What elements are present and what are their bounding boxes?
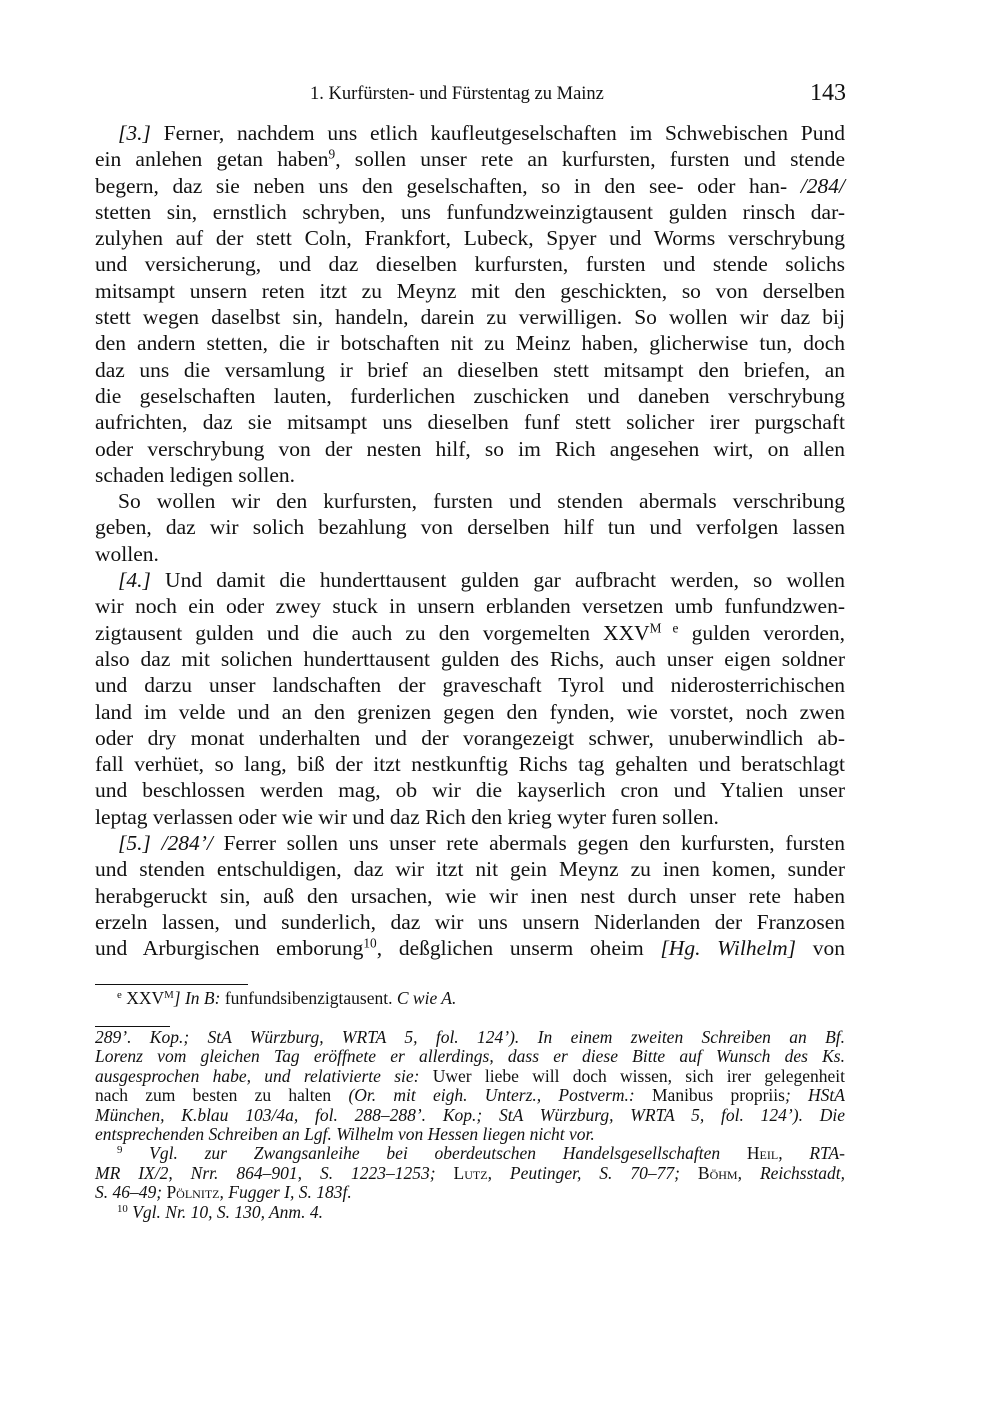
text-segment: zulyhen auf der stett Coln, Frankfort, Lubeck, Spyer und Worms verschrybung (95, 226, 845, 251)
text-line (95, 383, 845, 409)
text-segment: (Or. mit eigh. Unterz., Postverm.: (348, 1085, 635, 1106)
text-segment: München, K.blau 103/4a, fol. 288–288’. Kop.; StA Würzburg, WRTA 5, fol. 124’). Die (95, 1104, 845, 1125)
footnote-line (95, 1164, 845, 1183)
note-marker: M (164, 989, 174, 1002)
text-segment: So wollen wir den kurfursten, fursten und stenden abermals verschribung (118, 489, 845, 514)
text-line (95, 699, 845, 725)
text-segment: , sollen unser rete an kurfursten, fursten und stende (335, 147, 845, 172)
note-marker: M e (649, 620, 679, 636)
text-line (95, 672, 845, 698)
text-segment: mitsampt unsern reten itzt zu Meynz mit den geschickten, so von derselben (95, 278, 845, 303)
text-line (95, 856, 845, 882)
text-line (95, 567, 845, 593)
text-line (95, 541, 845, 567)
text-segment: , deßglichen unserm oheim (376, 936, 661, 961)
text-segment: C wie A. (396, 988, 457, 1008)
footnote-line (95, 1086, 845, 1105)
text-segment: Ferner, nachdem uns etlich kaufleutgeselschaften im Schwebischen Pund (150, 121, 845, 145)
text-segment: die geselschaften lauten, furderlichen zuschicken und daneben verschrybung (95, 383, 845, 408)
note-marker: 9 (328, 146, 336, 162)
text-line (95, 646, 845, 672)
text-line (95, 462, 845, 488)
text-segment: , Fugger I, S. 183f. (219, 1182, 352, 1203)
text-line (95, 225, 845, 251)
text-line (95, 804, 845, 830)
text-segment: nach zum besten zu halten (95, 1085, 349, 1106)
text-segment: daz uns die versamlung ir brief an dieselben stett mitsampt den briefen, an (95, 357, 845, 382)
text-segment: erzeln lassen, und sunderlich, daz wir uns unsern Niderlanden der Franzosen (95, 909, 845, 934)
running-header (0, 80, 1004, 110)
text-segment: ] In B: (173, 988, 221, 1008)
page-number: 143 (810, 80, 846, 106)
text-segment: funfundsibenzigtausent. (220, 988, 397, 1008)
text-line (95, 777, 845, 803)
text-segment: von (796, 936, 846, 961)
footnote-line (95, 1028, 845, 1047)
apparatus-line (95, 989, 845, 1008)
text-segment: [3.] (118, 121, 151, 145)
text-segment: schaden ledigen sollen. (95, 462, 296, 487)
text-line (95, 751, 845, 777)
text-line (95, 146, 845, 172)
text-segment: , Peutinger, S. 70–77; (487, 1162, 680, 1183)
apparatus-divider (95, 984, 248, 985)
text-segment: Pölnitz (162, 1182, 220, 1203)
text-segment: Ferrer sollen uns unser rete abermals gegen den kurfursten, fursten (212, 831, 846, 856)
text-segment: begern, daz sie neben uns den geselschaften, so in den see- oder han- (95, 173, 801, 198)
footnote-line (95, 1106, 845, 1125)
text-segment: [4.] (118, 568, 151, 593)
text-segment: Lorenz vom gleichen Tag eröffnete er allerdings, dass er diese Bitte auf Wunsch des Ks. (95, 1046, 845, 1067)
text-segment: also daz mit solichen hunderttausent gulden des Richs, auch unser eigen soldner (95, 646, 845, 671)
text-line (95, 357, 845, 383)
footnote-line (95, 1144, 845, 1163)
text-segment: Heil (720, 1143, 779, 1164)
text-segment: ausgesprochen habe, und relativierte sie: (95, 1065, 420, 1086)
text-line (95, 620, 845, 646)
text-line (95, 883, 845, 909)
text-segment: zigtausent gulden und die auch zu den vorgemelten XXV (95, 620, 650, 645)
text-line (95, 173, 845, 199)
text-segment: und beschlossen werden mag, ob wir die kayserlich cron und Ytalien unser (95, 778, 845, 803)
text-line (95, 199, 845, 225)
text-segment: und stenden entschuldigen, daz wir itzt nit gein Meynz zu inen komen, sunder (95, 857, 845, 882)
text-segment: herabgeruckt sin, auß den ursachen, wie wir inen nest durch unser rete haben (95, 883, 845, 908)
note-marker: 10 (117, 1202, 128, 1215)
text-segment: Und damit die hunderttausent gulden gar aufbracht werden, so wollen (150, 568, 845, 593)
text-segment: [5.] /284’/ (118, 831, 213, 856)
text-segment: /284/ (800, 173, 845, 198)
critical-apparatus (95, 989, 845, 1008)
text-segment: aufrichten, daz sie mitsampt uns dieselben funf stett solicher irer purgschaft (95, 410, 845, 435)
text-segment: land im velde und an den grenizen gegen den fynden, wie vorstet, noch zwen (95, 699, 845, 724)
text-line (95, 935, 845, 961)
text-line (95, 120, 845, 146)
text-segment: oder verschrybung von der nesten hilf, so im Rich angesehen wirt, on allen (95, 436, 845, 461)
text-line (95, 830, 845, 856)
footnote-line (95, 1125, 845, 1144)
note-marker: 10 (363, 935, 377, 951)
footnote-line (95, 1183, 845, 1202)
text-segment: Böhm (679, 1162, 738, 1183)
text-segment: wollen. (95, 541, 159, 566)
text-line (95, 593, 845, 619)
note-marker: 9 (117, 1144, 123, 1157)
text-line (95, 278, 845, 304)
text-segment: Vgl. Nr. 10, S. 130, Anm. 4. (127, 1201, 323, 1222)
text-segment: [Hg. Wilhelm] (660, 936, 797, 961)
text-segment: fall verhüet, so lang, biß der itzt nestkunftig Richs tag gehalten und beratschlagt (95, 752, 845, 777)
text-segment: und Arburgischen emborung (95, 936, 364, 961)
text-segment: XXV (121, 988, 165, 1008)
text-segment: S. 46–49; (95, 1182, 163, 1203)
text-segment: und versicherung, und daz dieselben kurfursten, fursten und stende solichs (95, 252, 845, 277)
text-line (95, 304, 845, 330)
text-segment: ; HStA (784, 1085, 845, 1106)
text-line (95, 251, 845, 277)
text-segment: und darzu unser landschaften der graveschaft Tyrol und niderosterrichischen (95, 673, 845, 698)
text-segment: gulden verorden, (678, 620, 845, 645)
text-segment: MR IX/2, Nrr. 864–901, S. 1223–1253; (95, 1162, 436, 1183)
text-line (95, 409, 845, 435)
text-segment: den andern stetten, die ir botschaften nit zu Meinz haben, glicherwise tun, doch (95, 331, 845, 356)
text-line (95, 725, 845, 751)
text-segment: leptag verlassen oder wie wir und daz Rich den krieg wyter furen sollen. (95, 804, 719, 829)
text-line (95, 488, 845, 514)
text-segment: ein anlehen getan haben (95, 147, 329, 172)
text-segment: oder dry monat underhalten und der vorangezeigt schwer, unuberwindlich ab- (95, 725, 845, 750)
main-text (95, 120, 845, 962)
text-line (95, 909, 845, 935)
text-segment: geben, daz wir solich bezahlung von derselben hilf tun und verfolgen lassen (95, 515, 845, 540)
text-segment: , Reichsstadt, (737, 1162, 845, 1183)
running-title: 1. Kurfürsten- und Fürstentag zu Mainz (310, 84, 604, 104)
text-segment: 289’. Kop.; StA Würzburg, WRTA 5, fol. 124’). In einem zweiten Schreiben an Bf. (95, 1027, 845, 1047)
text-line (95, 436, 845, 462)
text-segment: stett wegen daselbst sin, handeln, darein zu verwilligen. So wollen wir daz bij (95, 305, 845, 330)
text-segment: Uwer liebe will doch wissen, sich irer gelegenheit (419, 1065, 845, 1086)
text-segment: stetten sin, ernstlich schryben, uns funfundzweinzigtausent gulden rinsch dar- (95, 199, 845, 224)
note-marker: e (117, 989, 122, 1002)
text-line (95, 330, 845, 356)
text-segment: , RTA- (778, 1143, 845, 1164)
footnote-line (95, 1047, 845, 1066)
text-segment: entsprechenden Schreiben an Lgf. Wilhelm von Hessen liegen nicht vor. (95, 1123, 595, 1144)
text-line (95, 514, 845, 540)
text-segment: Vgl. zur Zwangsanleihe bei oberdeutschen Handelsgesellschaften (122, 1143, 721, 1164)
footnote-line (95, 1203, 845, 1222)
text-segment: Lutz (435, 1162, 488, 1183)
text-segment: wir noch ein oder zwey stuck in unsern erblanden versetzen umb funfundzwen- (95, 594, 845, 619)
footnote-line (95, 1067, 845, 1086)
footnotes (95, 1028, 845, 1222)
text-segment: Manibus propriis (634, 1085, 785, 1106)
